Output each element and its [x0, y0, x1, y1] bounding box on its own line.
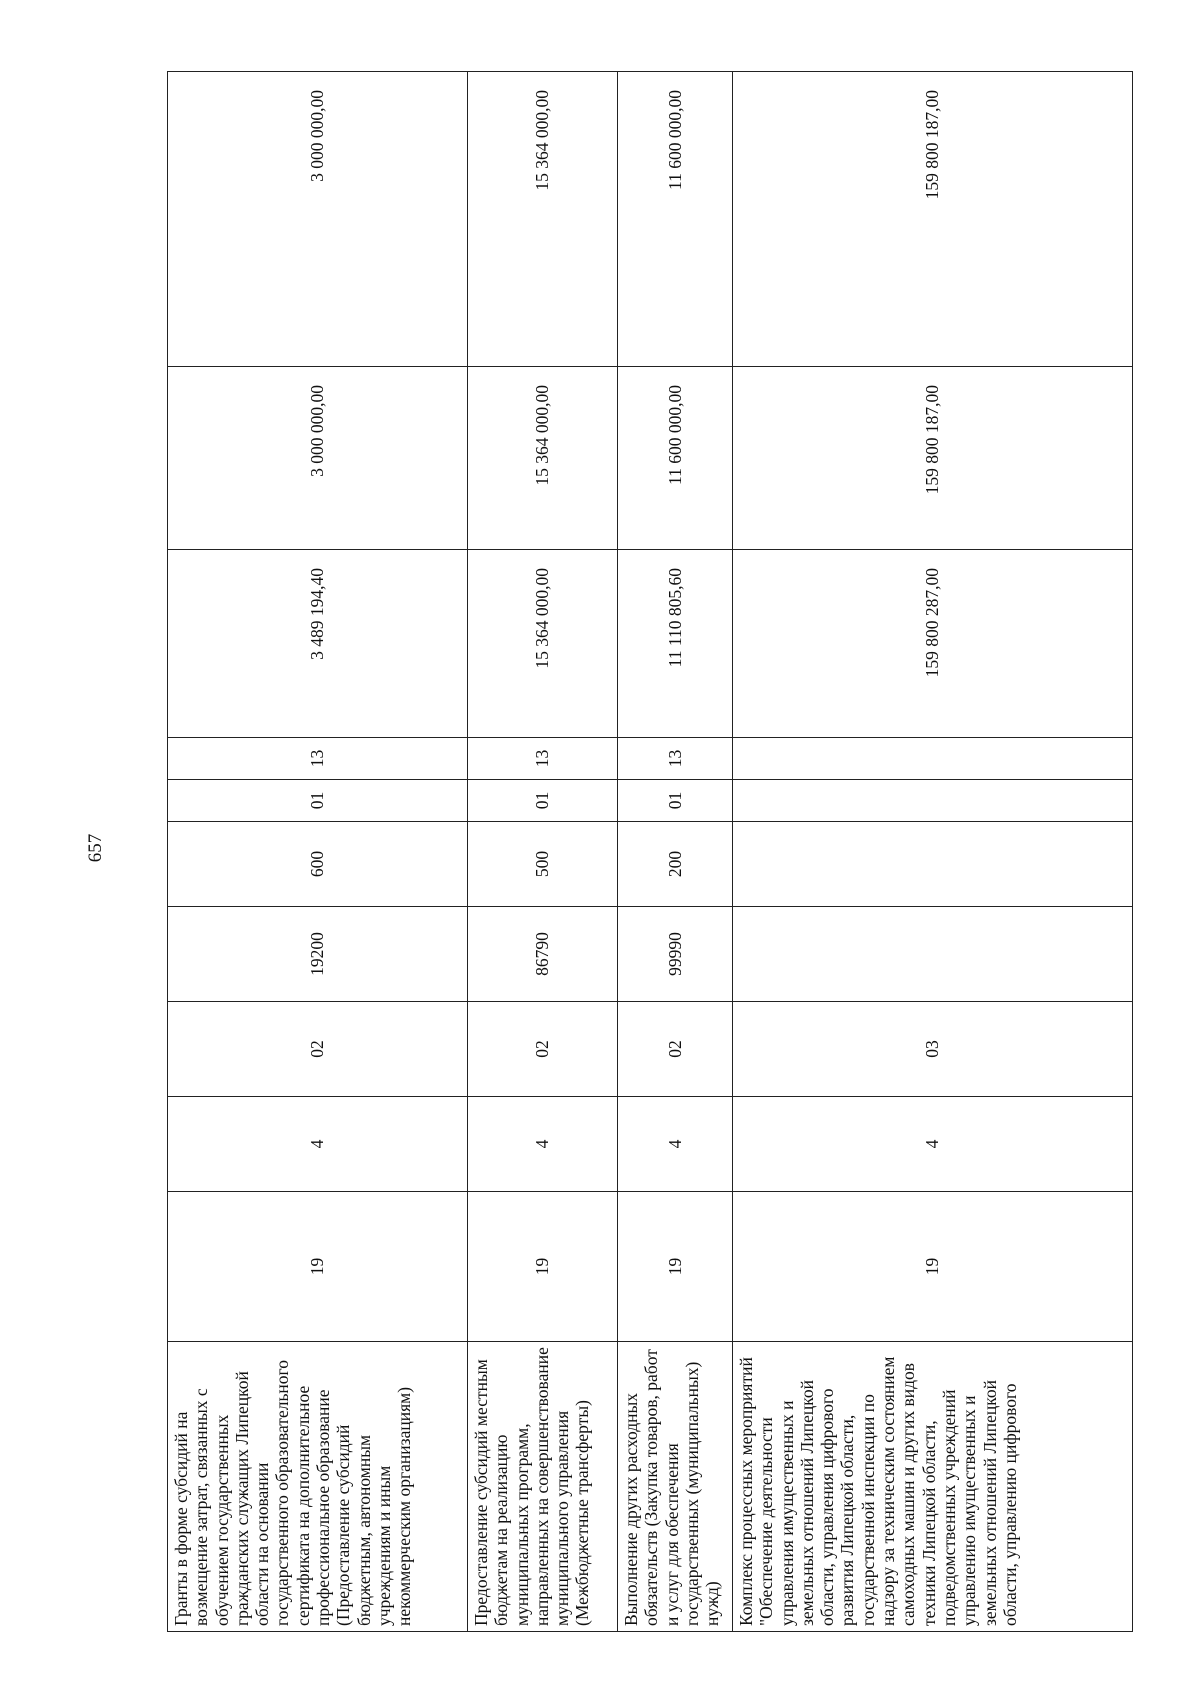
budget-table	[167, 71, 1133, 1632]
rotated-table-container	[167, 72, 1132, 1632]
table-row	[468, 72, 618, 1632]
complex-code: 03	[733, 1002, 1133, 1097]
amount-year-1: 11 110 805,60	[618, 550, 733, 738]
row-name: Гранты в форме субсидий на возмещение затрат, связанных с обучением государственных гражданских служащих Липецкой области на основании государственного образовательного сертификата на дополнительное профессиональное образование (Предоставление субсидий бюджетным, автономным учреждениям и иным некоммерческим организациям)	[168, 1342, 468, 1632]
subsection-code	[733, 738, 1133, 780]
complex-code: 02	[168, 1002, 468, 1097]
row-name: Комплекс процессных мероприятий "Обеспечение деятельности управления имущественных и земельных отношений Липецкой области, управления цифрового развития Липецкой области, государственной инспекции по надзору за техническим состоянием самоходных машин и других видов техники Липецкой области, подведомственных учреждений управлению имущественных и земельных отношений Липецкой области, управлению цифрового	[733, 1342, 1133, 1632]
amount-year-3: 15 364 000,00	[468, 72, 618, 367]
type-code: 4	[733, 1097, 1133, 1192]
direction-code: 86790	[468, 907, 618, 1002]
program-code: 19	[168, 1192, 468, 1342]
type-code: 4	[468, 1097, 618, 1192]
expense-type-code: 600	[168, 822, 468, 907]
program-code: 19	[733, 1192, 1133, 1342]
subsection-code: 13	[618, 738, 733, 780]
table-row	[733, 72, 1133, 1632]
subsection-code: 13	[168, 738, 468, 780]
section-code: 01	[618, 780, 733, 822]
subsection-code: 13	[468, 738, 618, 780]
row-name: Предоставление субсидий местным бюджетам на реализацию муниципальных программ, направленных на совершенствование муниципального управления (Межбюджетные трансферты)	[468, 1342, 618, 1632]
section-code	[733, 780, 1133, 822]
direction-code: 19200	[168, 907, 468, 1002]
expense-type-code: 500	[468, 822, 618, 907]
section-code: 01	[168, 780, 468, 822]
type-code: 4	[168, 1097, 468, 1192]
type-code: 4	[618, 1097, 733, 1192]
direction-code: 99990	[618, 907, 733, 1002]
complex-code: 02	[468, 1002, 618, 1097]
program-code: 19	[468, 1192, 618, 1342]
row-name: Выполнение других расходных обязательств (Закупка товаров, работ и услуг для обеспечения государственных (муниципальных) нужд)	[618, 1342, 733, 1632]
program-code: 19	[618, 1192, 733, 1342]
section-code: 01	[468, 780, 618, 822]
amount-year-3: 3 000 000,00	[168, 72, 468, 367]
amount-year-1: 3 489 194,40	[168, 550, 468, 738]
direction-code	[733, 907, 1133, 1002]
amount-year-3: 11 600 000,00	[618, 72, 733, 367]
table-row	[618, 72, 733, 1632]
amount-year-2: 3 000 000,00	[168, 367, 468, 550]
table-row	[168, 72, 468, 1632]
amount-year-3: 159 800 187,00	[733, 72, 1133, 367]
amount-year-2: 159 800 187,00	[733, 367, 1133, 550]
budget-table-area	[167, 72, 1132, 1632]
amount-year-2: 15 364 000,00	[468, 367, 618, 550]
amount-year-1: 159 800 287,00	[733, 550, 1133, 738]
complex-code: 02	[618, 1002, 733, 1097]
expense-type-code: 200	[618, 822, 733, 907]
expense-type-code	[733, 822, 1133, 907]
amount-year-2: 11 600 000,00	[618, 367, 733, 550]
page-number: 657	[85, 833, 106, 863]
amount-year-1: 15 364 000,00	[468, 550, 618, 738]
